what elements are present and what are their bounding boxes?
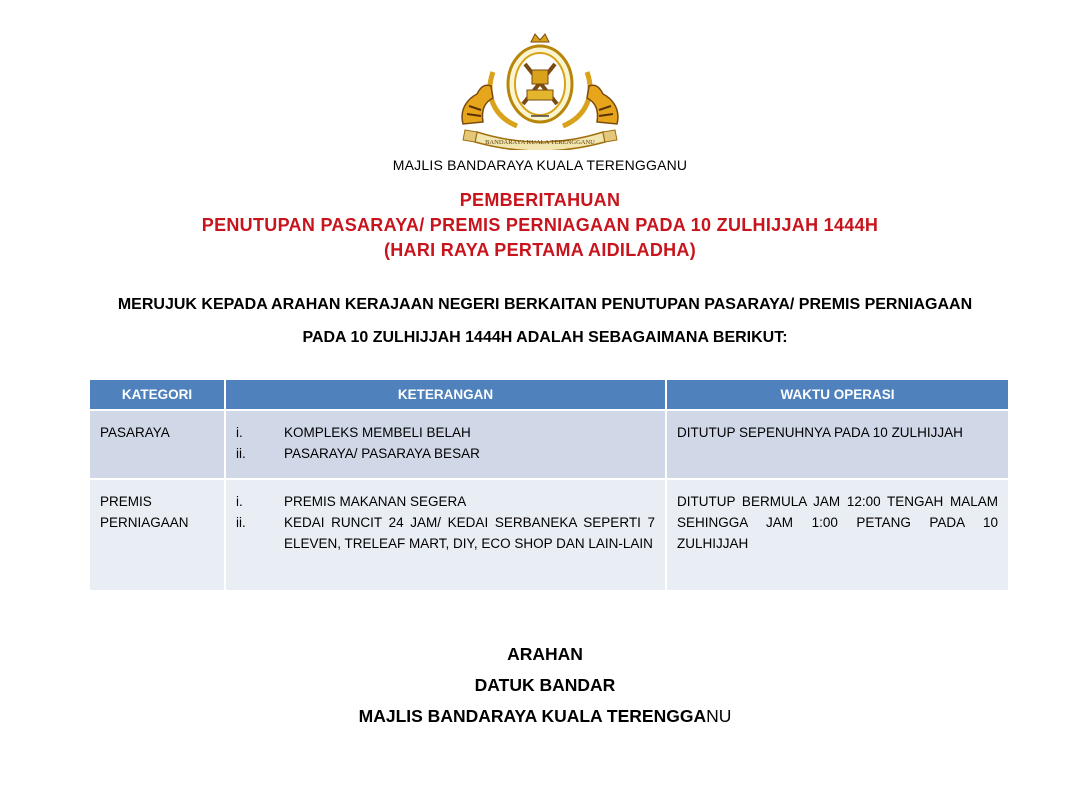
- logo-ribbon-text: BANDARAYA KUALA TERENGGANU: [485, 139, 595, 146]
- table-row: [90, 479, 1008, 590]
- table-row: [90, 410, 1008, 479]
- notice-heading: PEMBERITAHUAN: [459, 190, 621, 210]
- row-keterangan: [225, 410, 666, 479]
- list-number: i.: [236, 494, 243, 509]
- header-keterangan: KETERANGAN: [225, 380, 666, 410]
- intro-line-1: MERUJUK KEPADA ARAHAN KERAJAAN NEGERI BERKAITAN PENUTUPAN PASARAYA/ PREMIS PERNIAGAAN: [117, 296, 973, 313]
- list-number: i.: [236, 425, 243, 440]
- signature-title: DATUK BANDAR: [474, 675, 616, 695]
- list-text: PREMIS MAKANAN SEGERA: [284, 494, 467, 509]
- organization-name: MAJLIS BANDARAYA KUALA TERENGGANU: [392, 157, 688, 173]
- row-kategori: PREMIS PERNIAGAAN: [90, 479, 225, 590]
- intro-line-2: PADA 10 ZULHIJJAH 1444H ADALAH SEBAGAIMANA BERIKUT:: [302, 329, 788, 346]
- closure-schedule-table: [90, 380, 1008, 590]
- notice-subject: PENUTUPAN PASARAYA/ PREMIS PERNIAGAAN PADA 10 ZULHIJJAH 1444H: [201, 215, 879, 235]
- signature-organization-bold: MAJLIS BANDARAYA KUALA TERENGGA: [358, 706, 707, 726]
- row-waktu-operasi: DITUTUP BERMULA JAM 12:00 TENGAH MALAM SEHINGGA JAM 1:00 PETANG PADA 10 ZULHIJJAH: [666, 479, 1008, 590]
- list-text: PASARAYA/ PASARAYA BESAR: [284, 446, 480, 461]
- signature-instruction: ARAHAN: [507, 644, 583, 664]
- table-header-row: [90, 380, 1008, 410]
- list-item: [236, 512, 655, 554]
- signature-organization: [0, 706, 1080, 727]
- row-keterangan: [225, 479, 666, 590]
- list-item: [236, 422, 655, 443]
- row-waktu-operasi: DITUTUP SEPENUHNYA PADA 10 ZULHIJJAH: [666, 410, 1008, 479]
- list-number: ii.: [236, 515, 246, 530]
- header-kategori: KATEGORI: [90, 380, 225, 410]
- list-number: ii.: [236, 446, 246, 461]
- city-council-crest-logo: [455, 28, 625, 150]
- notice-occasion: (HARI RAYA PERTAMA AIDILADHA): [383, 240, 697, 260]
- list-text: KEDAI RUNCIT 24 JAM/ KEDAI SERBANEKA SEPERTI 7 ELEVEN, TRELEAF MART, DIY, ECO SHOP DAN LAIN-LAIN: [284, 515, 655, 551]
- list-item: [236, 443, 655, 464]
- row-kategori: PASARAYA: [90, 410, 225, 479]
- list-text: KOMPLEKS MEMBELI BELAH: [284, 425, 471, 440]
- header-waktu-operasi: WAKTU OPERASI: [666, 380, 1008, 410]
- signature-organization-tail: NU: [706, 706, 732, 726]
- list-item: [236, 491, 655, 512]
